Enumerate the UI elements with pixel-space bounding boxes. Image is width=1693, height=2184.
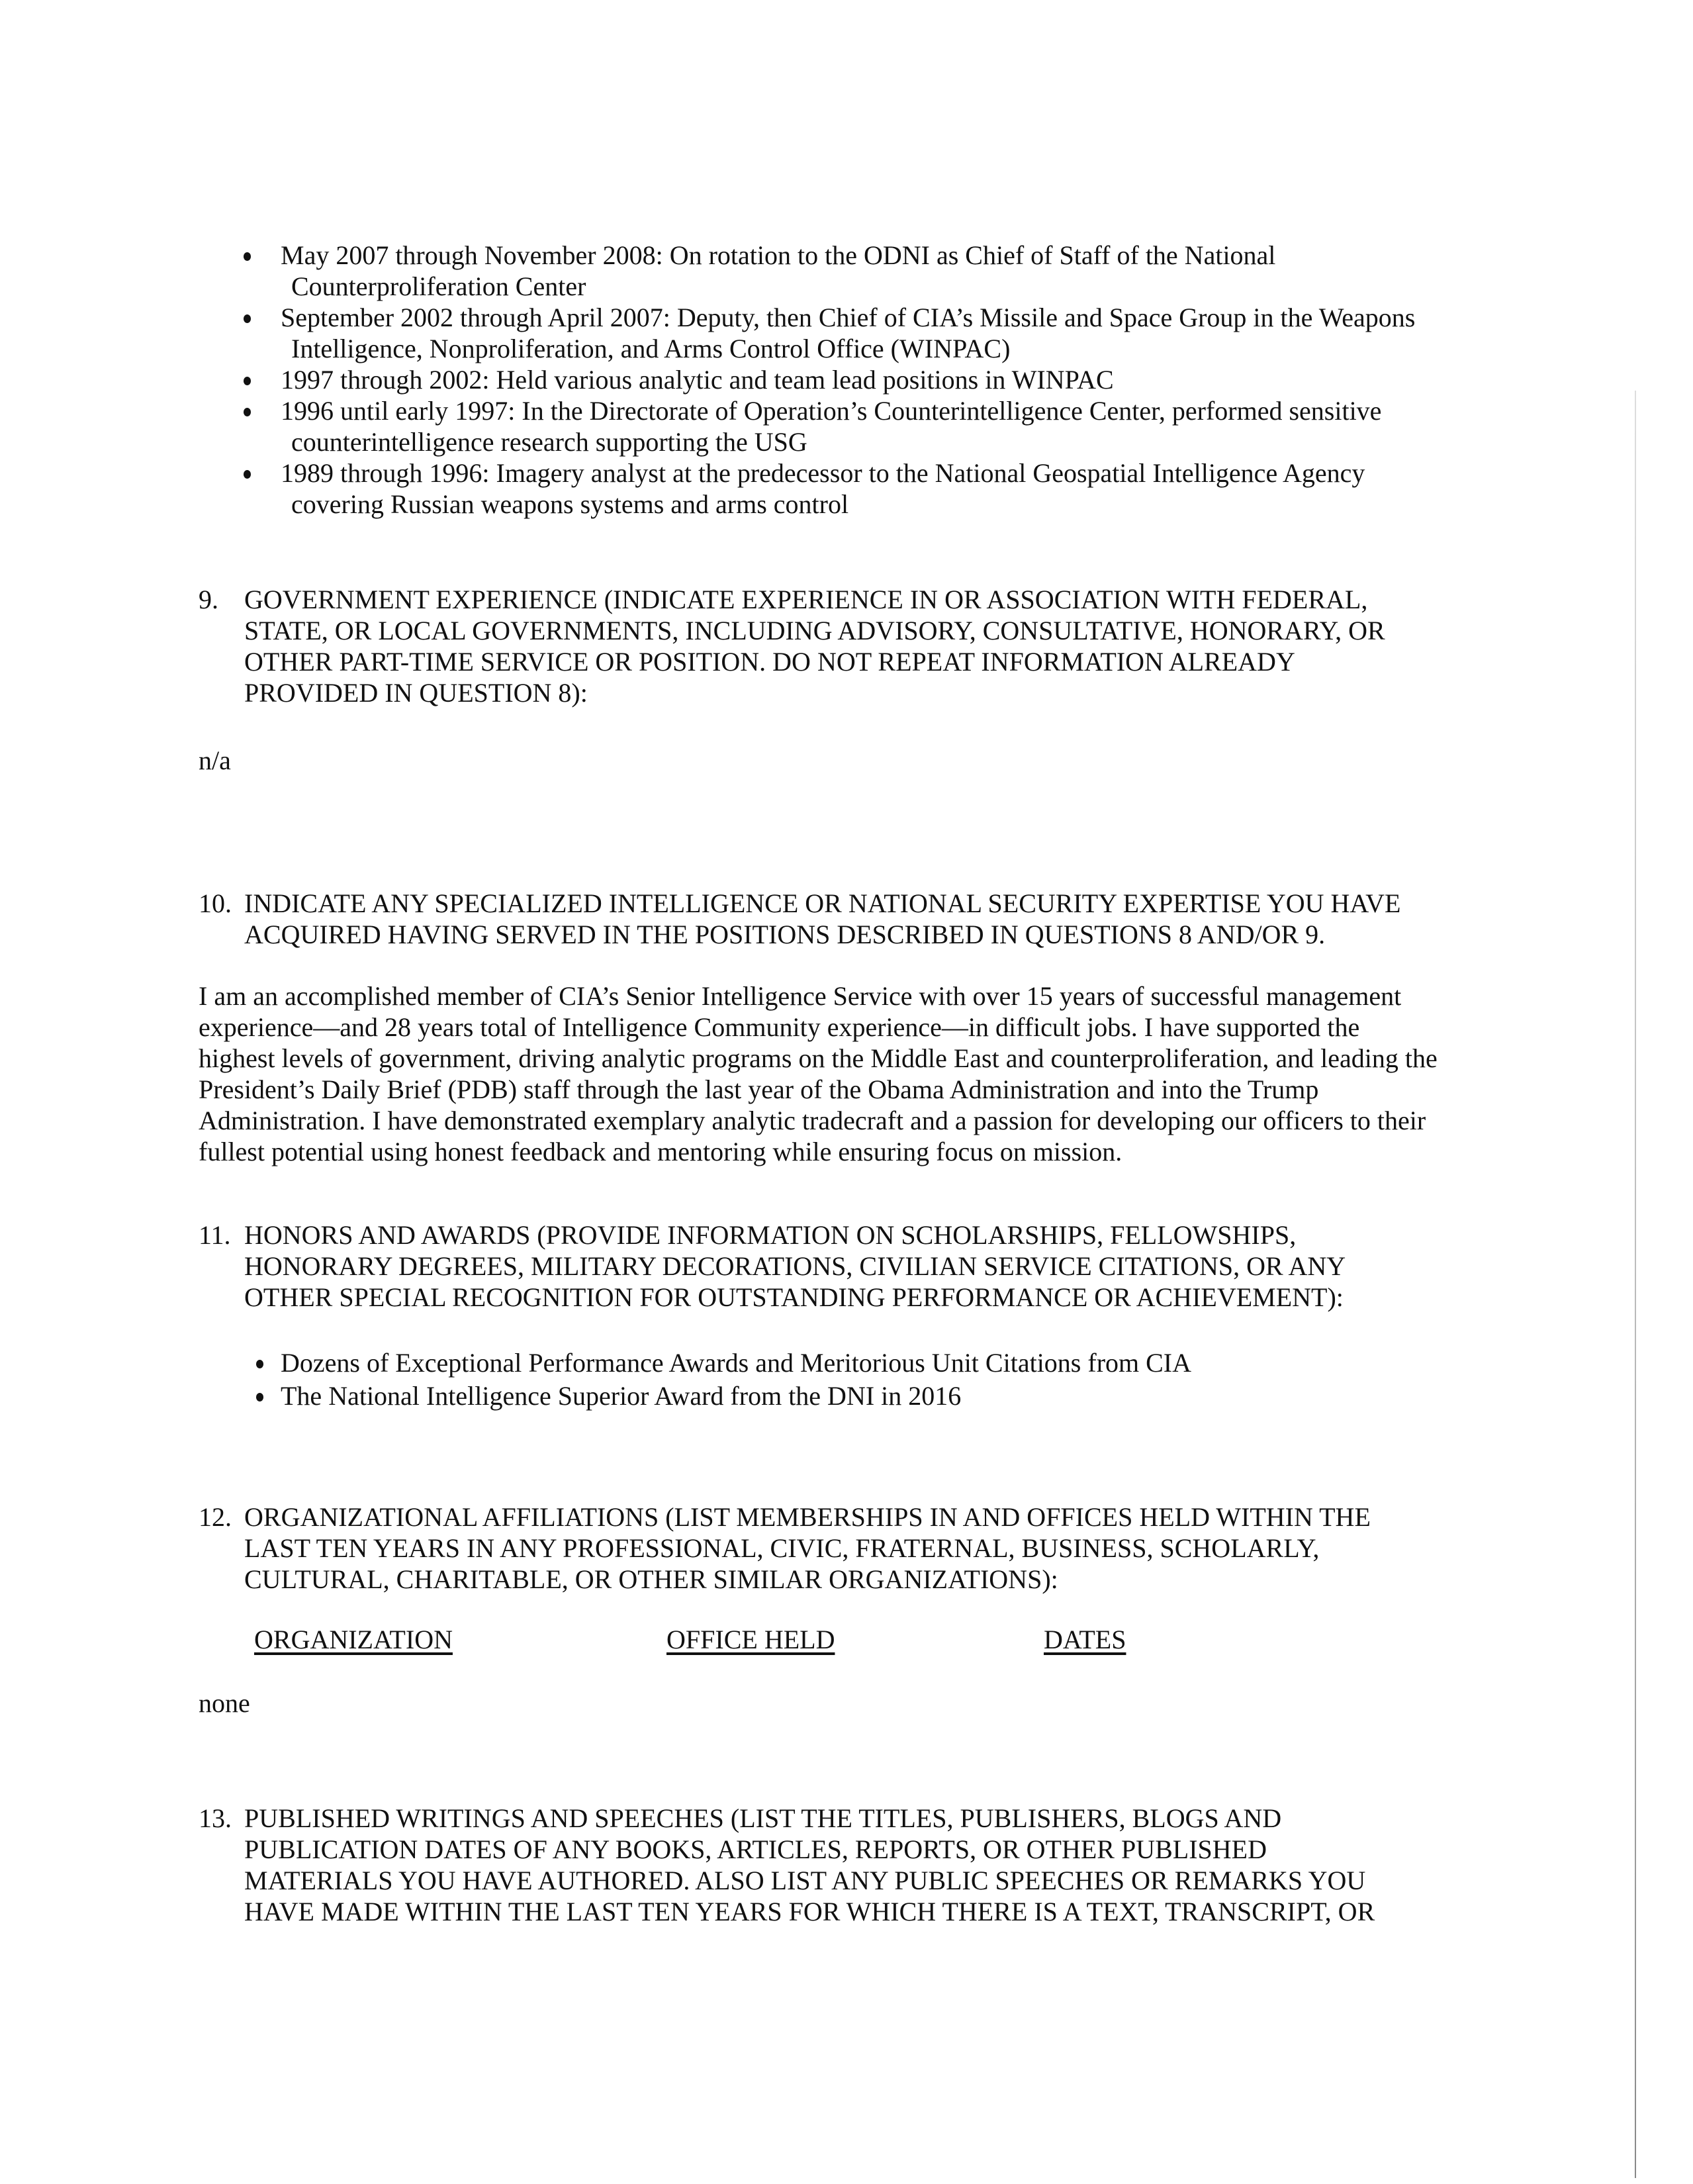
heading-line: STATE, OR LOCAL GOVERNMENTS, INCLUDING ADVISORY, CONSULTATIVE, HONORARY, OR: [244, 616, 1385, 645]
question-11-number: 11.: [199, 1220, 231, 1250]
answer-line: Administration. I have demonstrated exemplary analytic tradecraft and a passion for developing our officers to their: [199, 1106, 1426, 1135]
bullet-icon: [244, 408, 251, 416]
employment-item-line: Intelligence, Nonproliferation, and Arms Control Office (WINPAC): [291, 334, 1011, 363]
employment-item-line: 1989 through 1996: Imagery analyst at the predecessor to the National Geospatial Intelligence Agency: [281, 458, 1365, 488]
employment-item-line: Counterproliferation Center: [291, 271, 586, 301]
heading-line: HONORS AND AWARDS (PROVIDE INFORMATION ON SCHOLARSHIPS, FELLOWSHIPS,: [244, 1220, 1297, 1250]
heading-line: OTHER PART-TIME SERVICE OR POSITION. DO NOT REPEAT INFORMATION ALREADY: [244, 647, 1295, 677]
heading-line: PUBLISHED WRITINGS AND SPEECHES (LIST THE TITLES, PUBLISHERS, BLOGS AND: [244, 1803, 1282, 1833]
bullet-icon: [244, 377, 251, 385]
answer-line: experience—and 28 years total of Intelligence Community experience—in difficult jobs. I have supported the: [199, 1012, 1360, 1042]
heading-line: PUBLICATION DATES OF ANY BOOKS, ARTICLES, REPORTS, OR OTHER PUBLISHED: [244, 1834, 1267, 1864]
question-11-heading: [244, 1219, 1346, 1313]
question-9-answer: n/a: [199, 745, 231, 775]
question-10-answer: [199, 981, 1438, 1168]
bullet-icon: [244, 470, 251, 479]
employment-item-line: counterintelligence research supporting the USG: [291, 427, 807, 457]
heading-line: HAVE MADE WITHIN THE LAST TEN YEARS FOR WHICH THERE IS A TEXT, TRANSCRIPT, OR: [244, 1897, 1375, 1926]
employment-item-line: May 2007 through November 2008: On rotation to the ODNI as Chief of Staff of the National: [281, 240, 1276, 270]
answer-line: highest levels of government, driving analytic programs on the Middle East and counterproliferation, and leading the: [199, 1043, 1438, 1073]
heading-line: PROVIDED IN QUESTION 8):: [244, 678, 588, 708]
question-13-heading: [244, 1803, 1375, 1927]
question-10-number: 10.: [199, 888, 232, 918]
heading-line: ACQUIRED HAVING SERVED IN THE POSITIONS DESCRIBED IN QUESTIONS 8 AND/OR 9.: [244, 920, 1326, 949]
employment-item-line: September 2002 through April 2007: Deputy, then Chief of CIA’s Missile and Space Group in the Weapons: [281, 303, 1416, 332]
answer-line: President’s Daily Brief (PDB) staff through the last year of the Obama Administration and into the Trump: [199, 1074, 1319, 1104]
page-edge-shadow: [1635, 391, 1636, 2178]
question-12-answer: none: [199, 1688, 250, 1718]
heading-line: LAST TEN YEARS IN ANY PROFESSIONAL, CIVIC, FRATERNAL, BUSINESS, SCHOLARLY,: [244, 1533, 1320, 1563]
award-item: The National Intelligence Superior Award from the DNI in 2016: [281, 1381, 962, 1411]
column-header-office-held: OFFICE HELD: [666, 1625, 835, 1654]
heading-line: MATERIALS YOU HAVE AUTHORED. ALSO LIST ANY PUBLIC SPEECHES OR REMARKS YOU: [244, 1866, 1366, 1895]
question-9-number: 9.: [199, 585, 218, 614]
heading-line: GOVERNMENT EXPERIENCE (INDICATE EXPERIENCE IN OR ASSOCIATION WITH FEDERAL,: [244, 585, 1368, 614]
employment-item-line: 1997 through 2002: Held various analytic and team lead positions in WINPAC: [281, 365, 1114, 395]
employment-item-line: 1996 until early 1997: In the Directorate of Operation’s Counterintelligence Center, performed sensitive: [281, 396, 1382, 426]
question-13-number: 13.: [199, 1803, 232, 1833]
heading-line: CULTURAL, CHARITABLE, OR OTHER SIMILAR ORGANIZATIONS):: [244, 1564, 1058, 1594]
heading-line: OTHER SPECIAL RECOGNITION FOR OUTSTANDING PERFORMANCE OR ACHIEVEMENT):: [244, 1282, 1344, 1312]
question-9-heading: [244, 584, 1385, 708]
answer-line: fullest potential using honest feedback and mentoring while ensuring focus on mission.: [199, 1137, 1122, 1166]
bullet-icon: [244, 252, 251, 261]
heading-line: INDICATE ANY SPECIALIZED INTELLIGENCE OR NATIONAL SECURITY EXPERTISE YOU HAVE: [244, 888, 1401, 918]
bullet-icon: [244, 314, 251, 323]
column-header-dates: DATES: [1044, 1625, 1126, 1654]
employment-item-line: covering Russian weapons systems and arms control: [291, 489, 849, 519]
column-header-organization: ORGANIZATION: [254, 1625, 453, 1654]
award-item: Dozens of Exceptional Performance Awards and Meritorious Unit Citations from CIA: [281, 1348, 1192, 1378]
bullet-icon: [256, 1360, 263, 1368]
question-10-heading: [244, 888, 1400, 950]
question-12-heading: [244, 1501, 1371, 1595]
heading-line: HONORARY DEGREES, MILITARY DECORATIONS, CIVILIAN SERVICE CITATIONS, OR ANY: [244, 1251, 1346, 1281]
heading-line: ORGANIZATIONAL AFFILIATIONS (LIST MEMBERSHIPS IN AND OFFICES HELD WITHIN THE: [244, 1502, 1371, 1532]
answer-line: I am an accomplished member of CIA’s Senior Intelligence Service with over 15 years of successful management: [199, 981, 1402, 1011]
question-12-number: 12.: [199, 1502, 232, 1532]
bullet-icon: [256, 1393, 263, 1401]
